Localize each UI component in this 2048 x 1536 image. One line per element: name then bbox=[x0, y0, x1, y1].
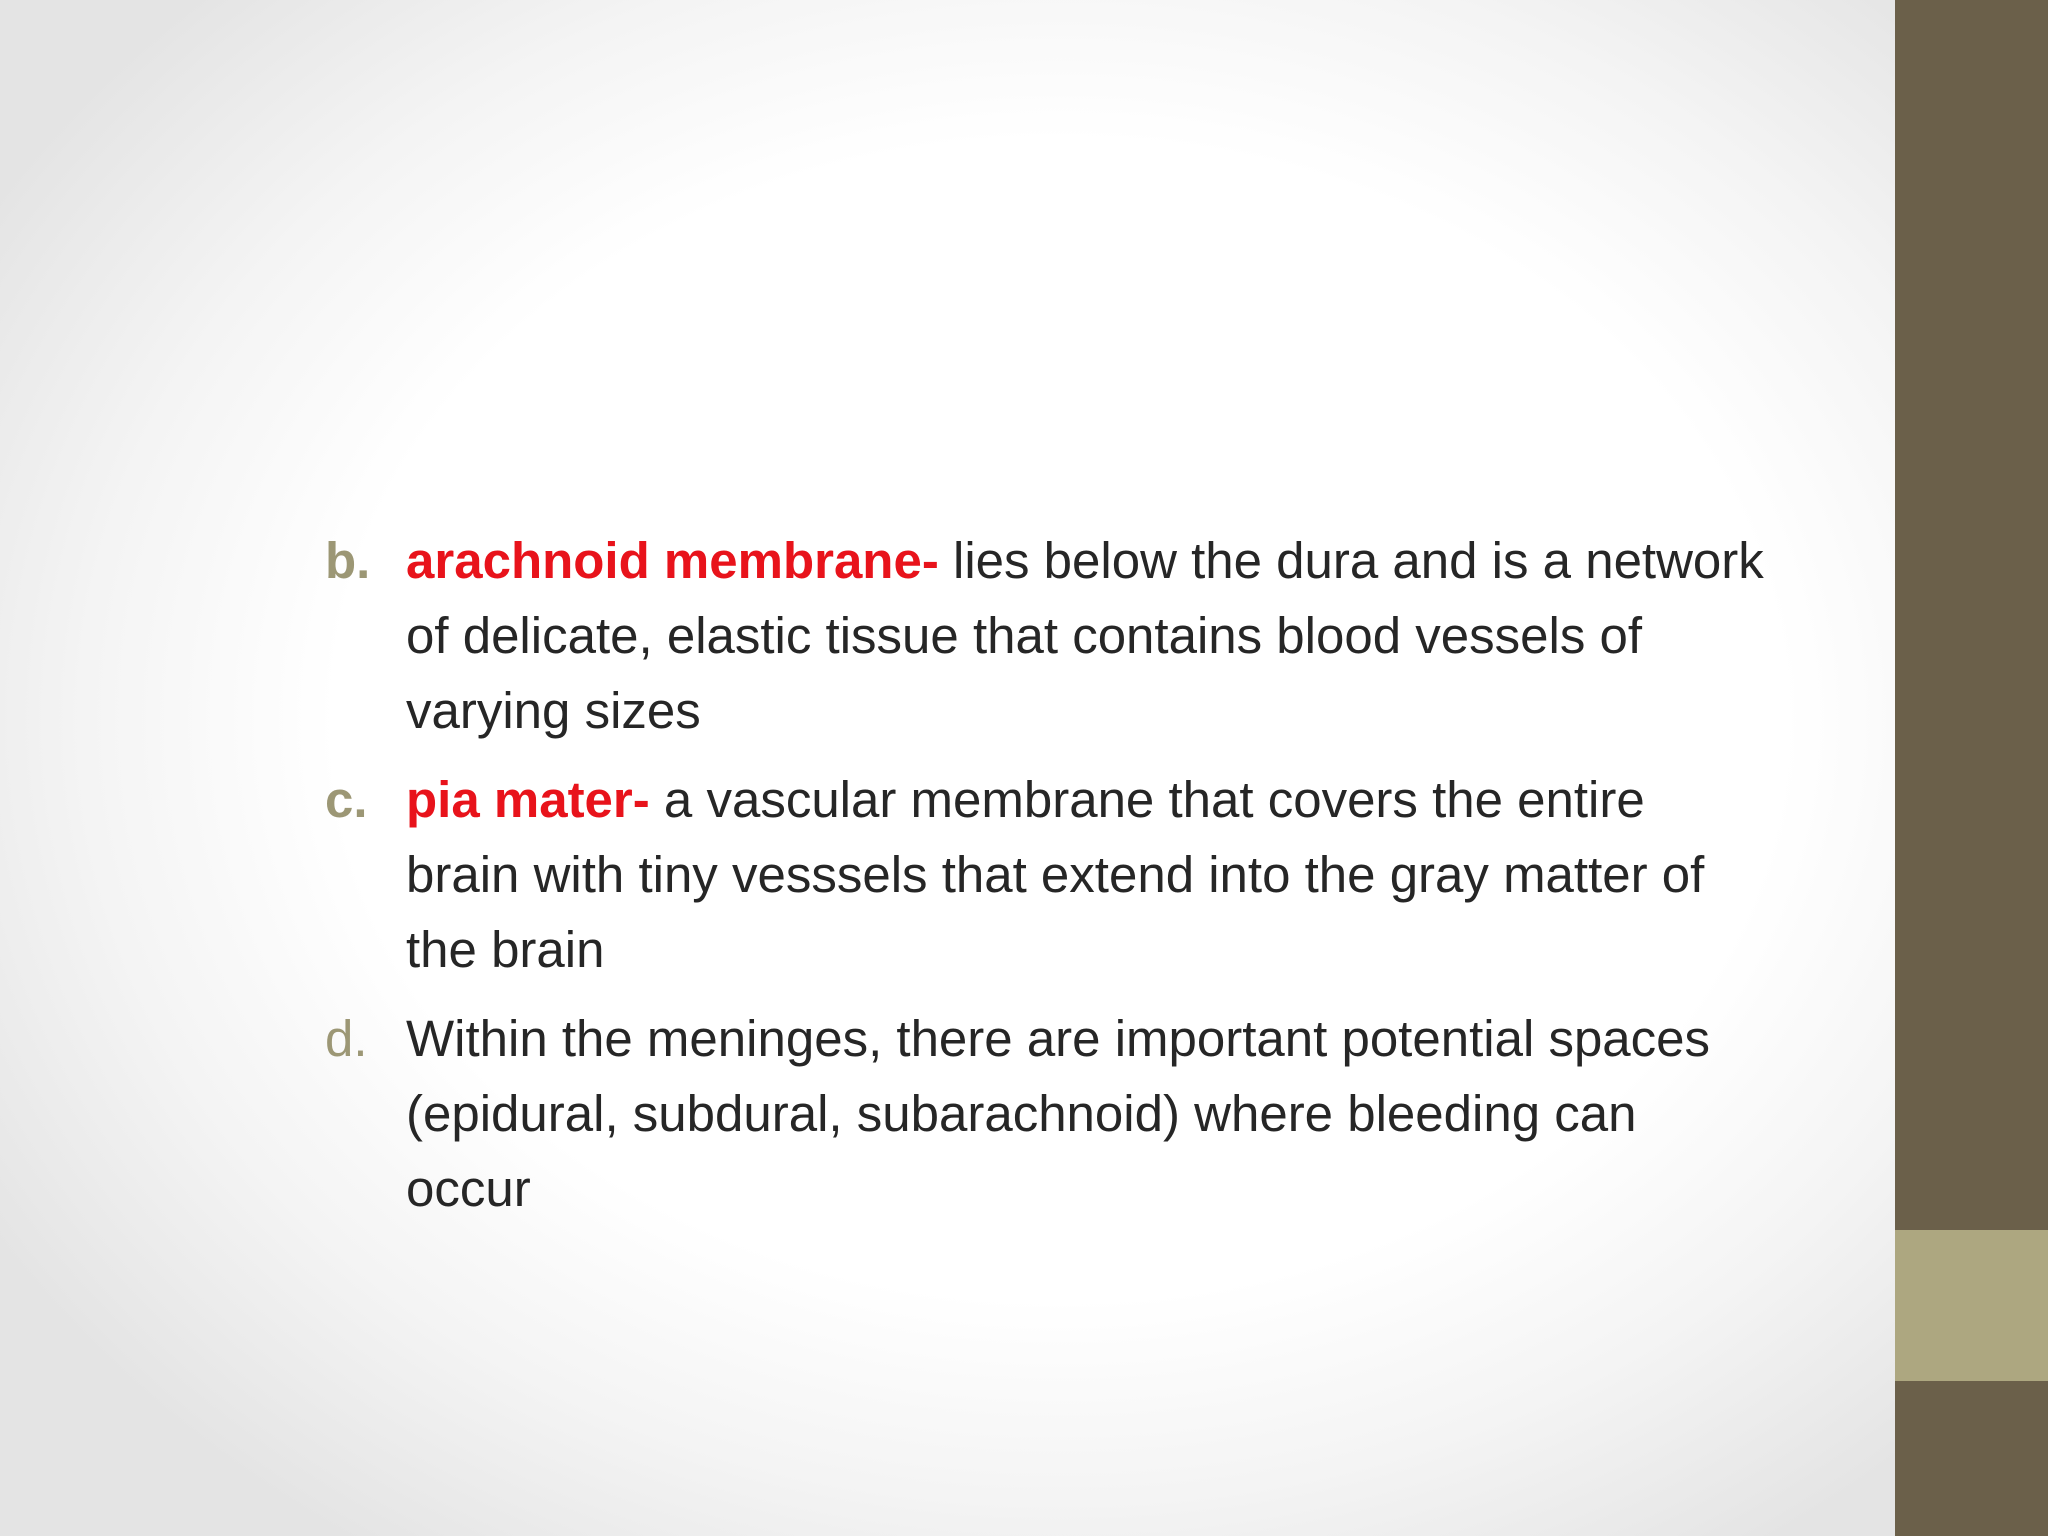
list-marker: d. bbox=[325, 1010, 368, 1067]
term-highlight: pia mater- bbox=[406, 771, 650, 828]
list-marker: c. bbox=[325, 771, 368, 828]
list-item-pia-mater bbox=[325, 762, 1765, 987]
list-marker: b. bbox=[325, 532, 371, 589]
item-text: Within the meninges, there are important potential spaces (epidural, subdural, subarachnoid) where bleeding can occur bbox=[406, 1010, 1711, 1217]
list-item-arachnoid bbox=[325, 523, 1765, 748]
side-decoration-accent bbox=[1895, 1230, 2048, 1381]
bullet-list bbox=[325, 523, 1765, 1240]
list-item-meninges-spaces bbox=[325, 1001, 1765, 1226]
item-text: lies below the dura and is a network of delicate, elastic tissue that contains blood vessels of varying sizes bbox=[406, 532, 1764, 739]
item-text: a vascular membrane that covers the entire brain with tiny vesssels that extend into the gray matter of the brain bbox=[406, 771, 1705, 978]
term-highlight: arachnoid membrane- bbox=[406, 532, 939, 589]
